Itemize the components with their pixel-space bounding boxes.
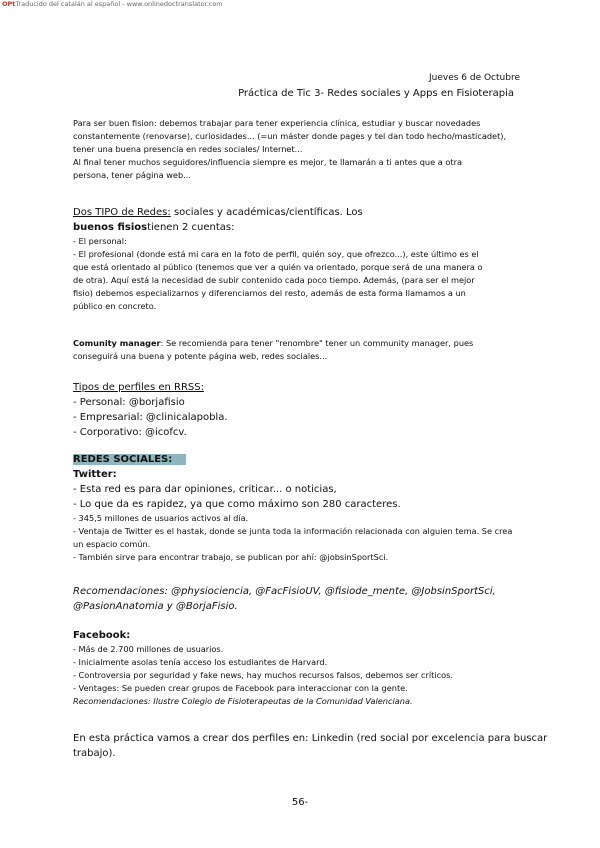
twitter-line: - 345,5 millones de usuarios activos al día. bbox=[73, 513, 249, 523]
tipos-item: de otra). Aquí está la necesidad de subir contenido cada poco tiempo. Además, (para ser el mejor bbox=[73, 275, 475, 285]
closing-line: trabajo). bbox=[73, 748, 116, 759]
facebook-section bbox=[73, 628, 528, 708]
tipos-heading-rest: sociales y académicas/científicas. Los bbox=[170, 207, 363, 218]
facebook-line: - Ventages: Se pueden crear grupos de Facebook para interaccionar con la gente. bbox=[73, 683, 408, 693]
community-section bbox=[73, 337, 528, 363]
intro-paragraph bbox=[73, 117, 528, 182]
intro-line: persona, tener página web... bbox=[73, 170, 191, 180]
facebook-recomendaciones: Recomendaciones: Ilustre Colegio de Fisioterapeutas de la Comunidad Valenciana. bbox=[73, 696, 413, 706]
facebook-title: Facebook: bbox=[73, 630, 131, 641]
twitter-recomendaciones-line: @PasionAnatomia y @BorjaFisio. bbox=[73, 601, 238, 612]
tipos-item: fisio) debemos especializarnos y diferenciarnos del resto, además de esta forma llamamos a un bbox=[73, 288, 466, 298]
twitter-recomendaciones-line: Recomendaciones: @physiociencia, @FacFisioUV, @fisiode_mente, @JobsinSportSci, bbox=[73, 586, 496, 597]
tipos-accounts-line bbox=[73, 220, 528, 235]
community-line: conseguirá una buena y potente página web, redes sociales... bbox=[73, 351, 328, 361]
tipos-section bbox=[73, 205, 528, 313]
closing-paragraph bbox=[73, 731, 548, 761]
tipos-item: - El profesional (donde está mi cara en la foto de perfil, quién soy, que ofrezco...), este último es el bbox=[73, 249, 479, 259]
twitter-recomendaciones bbox=[73, 584, 528, 614]
translator-logo: OPt bbox=[2, 0, 16, 8]
facebook-line: - Más de 2.700 millones de usuarios. bbox=[73, 644, 224, 654]
intro-line: Para ser buen fision: debemos trabajar para tener experiencia clínica, estudiar y buscar novedades bbox=[73, 118, 481, 128]
perfiles-item: - Empresarial: @clinicalapobla. bbox=[73, 412, 228, 423]
twitter-title: Twitter: bbox=[73, 469, 117, 480]
intro-line: Al final tener muchos seguidores/influencia siempre es mejor, te llamarán a ti antes que a otra bbox=[73, 157, 462, 167]
perfiles-section bbox=[73, 380, 528, 440]
community-line bbox=[73, 337, 528, 350]
tipos-item: público en concreto. bbox=[73, 301, 157, 311]
intro-line: tener una buena presencia en redes sociales/ Internet... bbox=[73, 144, 303, 154]
tipos-bold-rest: tienen 2 cuentas: bbox=[147, 222, 235, 233]
page-number: 56- bbox=[291, 797, 309, 808]
tipos-item: que está orientado al público (tenemos que ver a quién va orientado, porque será de una manera o bbox=[73, 262, 483, 272]
tipos-item: - El personal: bbox=[73, 236, 127, 246]
facebook-line: - Inicialmente asolas tenía acceso los estudiantes de Harvard. bbox=[73, 657, 328, 667]
twitter-line: - También sirve para encontrar trabajo, se publican por ahí: @jobsinSportSci. bbox=[73, 552, 389, 562]
community-label: Comunity manager bbox=[73, 338, 161, 348]
twitter-line: - Lo que da es rapidez, ya que como máximo son 280 caracteres. bbox=[73, 499, 401, 510]
intro-line: constantemente (renovarse), curiosidades... (=un máster donde pages y tel dan todo hecho/masticadet), bbox=[73, 131, 507, 141]
tipos-heading-line bbox=[73, 205, 528, 220]
tipos-heading: Dos TIPO de Redes: bbox=[73, 207, 171, 218]
translator-banner bbox=[2, 0, 223, 8]
community-text: : Se recomienda para tener "renombre" tener un community manager, pues bbox=[160, 338, 474, 348]
translator-banner-text: Traducido del catalán al español - www.onlinedoctranslator.com bbox=[15, 0, 223, 8]
perfiles-heading: Tipos de perfiles en RRSS: bbox=[73, 382, 204, 393]
document-title: Práctica de Tic 3- Redes sociales y Apps en Fisioterapia bbox=[238, 88, 514, 99]
twitter-line: un espacio común. bbox=[73, 539, 151, 549]
twitter-line: - Ventaja de Twitter es el hastak, donde se junta toda la información relacionada con alguien tema. Se crea bbox=[73, 526, 513, 536]
redes-section bbox=[73, 452, 528, 564]
closing-line: En esta práctica vamos a crear dos perfiles en: Linkedin (red social por excelencia para buscar bbox=[73, 733, 548, 744]
redes-heading: REDES SOCIALES: bbox=[73, 454, 186, 465]
perfiles-item: - Corporativo: @icofcv. bbox=[73, 427, 187, 438]
tipos-bold-lead: buenos fisios bbox=[73, 222, 148, 233]
facebook-line: - Controversia por seguridad y fake news, hay muchos recursos falsos, debemos ser críticos. bbox=[73, 670, 453, 680]
perfiles-item: - Personal: @borjafisio bbox=[73, 397, 185, 408]
document-date: Jueves 6 de Octubre bbox=[428, 73, 520, 83]
redes-heading-line bbox=[73, 452, 528, 467]
twitter-line: - Esta red es para dar opiniones, criticar... o noticias, bbox=[73, 484, 337, 495]
